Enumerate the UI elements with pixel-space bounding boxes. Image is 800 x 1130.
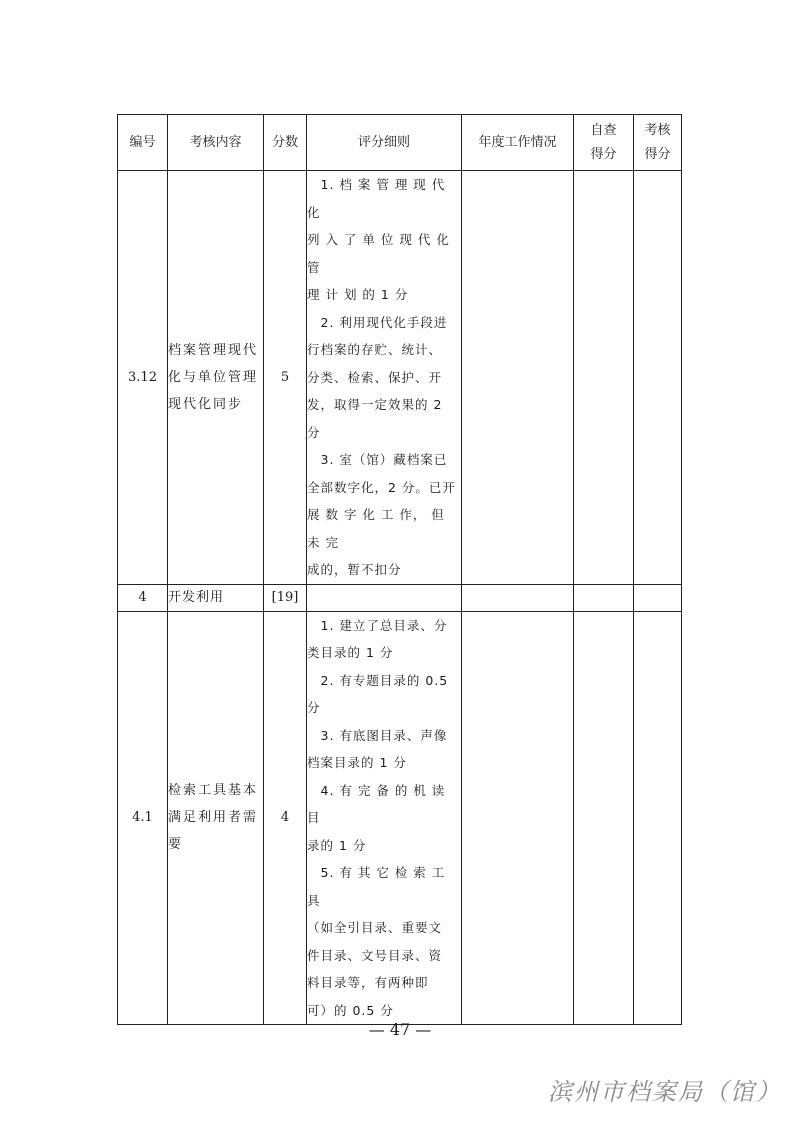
row-criteria bbox=[307, 171, 462, 585]
criteria-line: 5. 有 其 它 检 索 工 具 bbox=[307, 865, 446, 908]
criteria-line: 成的，暂不扣分 bbox=[307, 562, 402, 577]
row-number: 3.12 bbox=[118, 171, 168, 585]
criteria-line: 类目录的 1 分 bbox=[307, 645, 394, 660]
review-score-cell bbox=[634, 584, 682, 611]
annual-work-cell bbox=[462, 171, 574, 585]
table-row bbox=[118, 171, 682, 585]
criteria-line: 4. 有 完 备 的 机 读 目 bbox=[307, 782, 446, 825]
header-review-line1: 考核 bbox=[644, 122, 671, 138]
criteria-line: 3. 有底图目录、声像 bbox=[307, 727, 448, 743]
archive-bureau-watermark: 滨州市档案局（馆） bbox=[548, 1078, 782, 1106]
self-score-cell bbox=[574, 171, 634, 585]
header-annual: 年度工作情况 bbox=[462, 115, 574, 171]
criteria-line: 行档案的存贮、统计、 bbox=[307, 342, 443, 357]
criteria-line: 档案目录的 1 分 bbox=[307, 755, 407, 770]
criteria-line: 分 bbox=[307, 700, 321, 715]
row-score: 4 bbox=[264, 611, 307, 1025]
row-content: 档案管理现代化与单位管理现代化同步 bbox=[168, 171, 264, 585]
criteria-line: 可）的 0.5 分 bbox=[307, 1002, 394, 1018]
criteria-line: 全部数字化，2 分。已开 bbox=[307, 479, 456, 495]
review-score-cell bbox=[634, 611, 682, 1025]
row-score: [19] bbox=[264, 584, 307, 611]
header-number: 编号 bbox=[118, 115, 168, 171]
annual-work-cell bbox=[462, 611, 574, 1025]
criteria-line: 展 数 字 化 工 作， 但 未 完 bbox=[307, 507, 445, 550]
header-criteria: 评分细则 bbox=[307, 115, 462, 171]
criteria-line: 料目录等，有两种即 bbox=[307, 975, 429, 990]
self-score-cell bbox=[574, 584, 634, 611]
review-score-cell bbox=[634, 171, 682, 585]
self-score-cell bbox=[574, 611, 634, 1025]
row-content: 检索工具基本满足利用者需要 bbox=[168, 611, 264, 1025]
header-review-score bbox=[634, 115, 682, 171]
section-row bbox=[118, 584, 682, 611]
row-number: 4.1 bbox=[118, 611, 168, 1025]
criteria-line: 列 入 了 单 位 现 代 化 管 bbox=[307, 232, 450, 275]
criteria-line: 2. 有专题目录的 0.5 bbox=[307, 672, 449, 688]
header-self-line1: 自查 bbox=[590, 122, 617, 138]
criteria-line: 分 bbox=[307, 424, 321, 440]
header-self-score bbox=[574, 115, 634, 171]
row-score: 5 bbox=[264, 171, 307, 585]
header-review-line2: 得分 bbox=[644, 146, 671, 162]
criteria-line: 3. 室（馆）藏档案已 bbox=[307, 452, 448, 467]
criteria-line: 1. 建立了总目录、分 bbox=[307, 617, 448, 633]
criteria-line: 发，取得一定效果的 2 bbox=[307, 397, 443, 412]
header-score: 分数 bbox=[264, 115, 307, 171]
row-criteria bbox=[307, 584, 462, 611]
criteria-line: 1. 档 案 管 理 现 代 化 bbox=[307, 177, 446, 220]
header-self-line2: 得分 bbox=[590, 146, 617, 162]
annual-work-cell bbox=[462, 584, 574, 611]
table-row bbox=[118, 611, 682, 1025]
criteria-line: 2. 利用现代化手段进 bbox=[307, 314, 448, 330]
page-number: — 47 — bbox=[368, 1020, 432, 1039]
criteria-line: 录的 1 分 bbox=[307, 837, 367, 853]
header-content: 考核内容 bbox=[168, 115, 264, 171]
criteria-line: （如全引目录、重要文 bbox=[307, 920, 443, 935]
evaluation-table bbox=[117, 114, 682, 1025]
criteria-line: 理 计 划 的 1 分 bbox=[307, 287, 409, 302]
header-row bbox=[118, 115, 682, 171]
criteria-line: 件目录、文号目录、资 bbox=[307, 947, 443, 963]
row-content: 开发利用 bbox=[168, 584, 264, 611]
criteria-line: 分类、检索、保护、开 bbox=[307, 369, 443, 385]
row-number: 4 bbox=[118, 584, 168, 611]
row-criteria bbox=[307, 611, 462, 1025]
